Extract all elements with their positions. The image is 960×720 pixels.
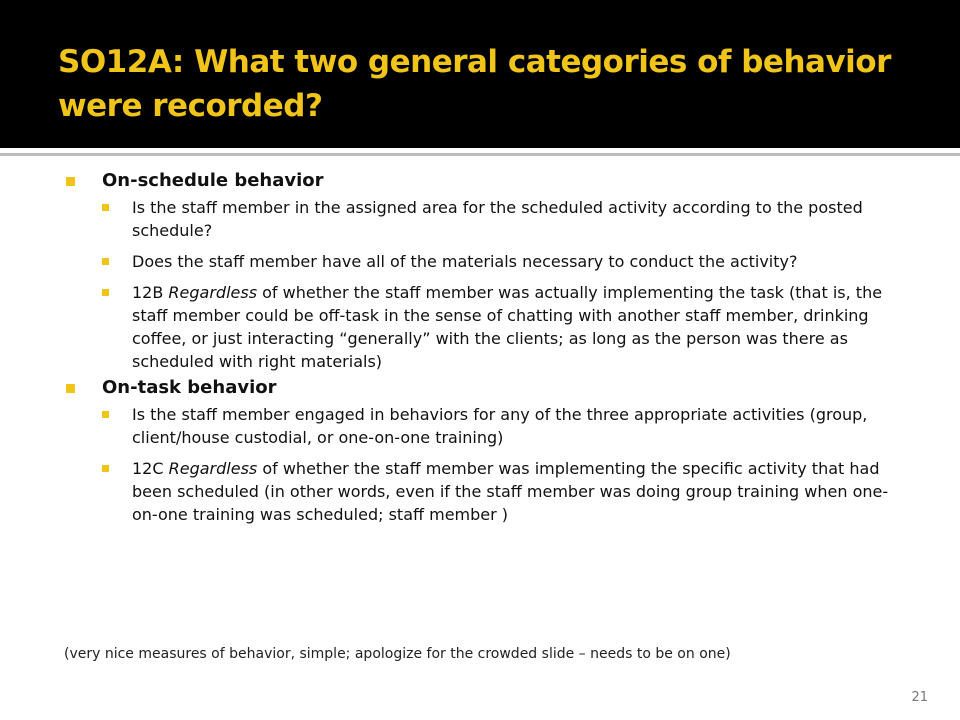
square-bullet-icon — [102, 289, 109, 296]
bullet-on-task-behavior — [66, 375, 906, 401]
bullet-on-schedule-behavior — [66, 168, 906, 194]
sub-bullet — [102, 281, 906, 373]
sub-bullet-emphasis: Regardless — [168, 283, 258, 302]
slide-number: 21 — [911, 690, 928, 705]
square-bullet-icon — [66, 177, 75, 186]
square-bullet-icon — [66, 384, 75, 393]
section-heading: On-task behavior — [102, 377, 277, 398]
sub-bullet-text: Does the staff member have all of the materials necessary to conduct the activity? — [132, 252, 798, 271]
square-bullet-icon — [102, 258, 109, 265]
sub-bullet — [102, 457, 906, 526]
sub-bullet — [102, 403, 906, 449]
sub-bullet-text: of whether the staff member was implementing the specific activity that had been scheduled (in other words, even if the staff member was doing group training when one-on-one training was scheduled; staff member ) — [132, 459, 889, 524]
sub-bullet-text: Is the staff member engaged in behaviors for any of the three appropriate activities (group, client/house custodial, or one-on-one training) — [132, 405, 868, 447]
square-bullet-icon — [102, 411, 109, 418]
sub-bullet-emphasis: Regardless — [168, 459, 258, 478]
square-bullet-icon — [102, 204, 109, 211]
section-heading: On-schedule behavior — [102, 170, 324, 191]
presenter-note: (very nice measures of behavior, simple; apologize for the crowded slide – needs to be on one) — [64, 646, 731, 662]
title-divider — [0, 150, 960, 156]
sub-bullet-text: Is the staff member in the assigned area for the scheduled activity according to the posted schedule? — [132, 198, 863, 240]
sub-bullet-text: of whether the staff member was actually implementing the task (that is, the staff member could be off-task in the sense of chatting with another staff member, drinking coffee, or just interacting “generally” with the clients; as long as the person was there as scheduled with right materials) — [132, 283, 883, 371]
sub-bullet — [102, 196, 906, 242]
slide-title: SO12A: What two general categories of behavior were recorded? — [58, 44, 891, 124]
square-bullet-icon — [102, 465, 109, 472]
slide-body — [66, 168, 906, 534]
title-divider-highlight — [0, 150, 960, 153]
sub-bullet — [102, 250, 906, 273]
sub-bullet-prefix: 12C — [132, 459, 169, 478]
sub-bullet-prefix: 12B — [132, 283, 169, 302]
title-bar — [0, 0, 960, 148]
